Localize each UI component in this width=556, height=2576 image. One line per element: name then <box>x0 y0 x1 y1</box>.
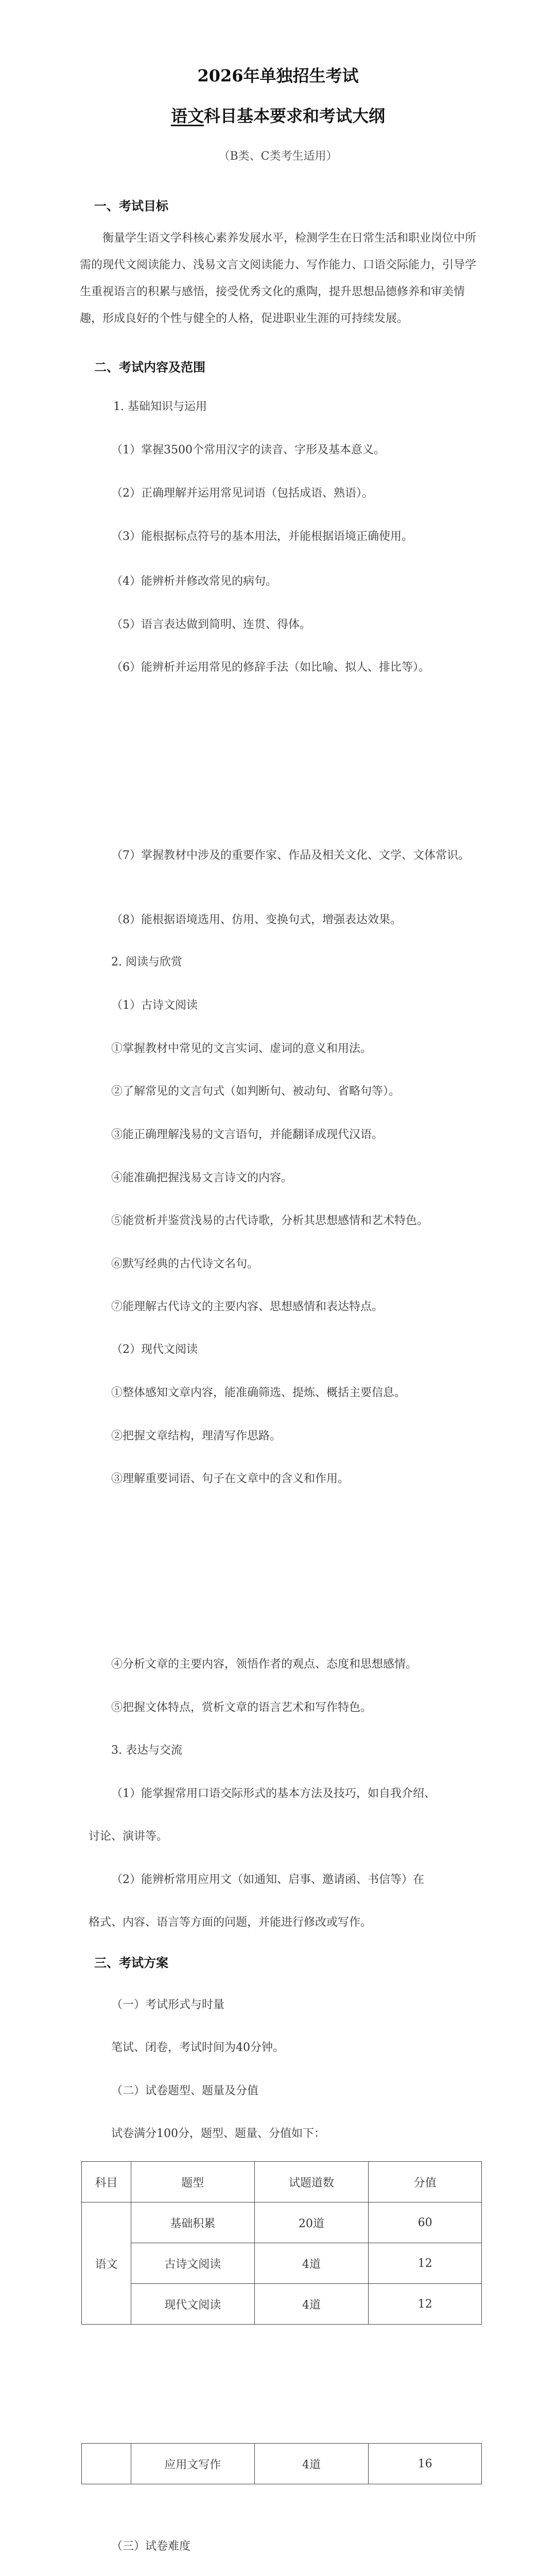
basic-item-4: （4）能辨析并修改常见的病句。 <box>111 575 277 588</box>
modern-item-3: ③理解重要词语、句子在文章中的含义和作用。 <box>111 1472 350 1485</box>
section1-paragraph: 衡量学生语文学科核心素养发展水平，检测学生在日常生活和职业岗位中所需的现代文阅读能力、浅易文言文阅读能力、写作能力、口语交际能力，引导学生重视语言的积累与感悟，接受优秀文化的熏陶，提升思想品德修养和审美情趣，形成良好的个性与健全的人格，促进职业生涯的可持续发展。 <box>80 232 477 325</box>
table-cell: 应用文写作 <box>131 2444 254 2484</box>
table-cell: 基础积累 <box>131 2202 254 2243</box>
expression-item-2-line1: （2）能辨析常用应用文（如通知、启事、邀请函、书信等）在 <box>111 1873 424 1886</box>
section3-heading: 三、考试方案 <box>94 1955 168 1970</box>
expression-item-1-line1: （1）能掌握常用口语交际形式的基本方法及技巧，如自我介绍、 <box>111 1787 436 1800</box>
basic-item-7: （7）掌握教材中涉及的重要作家、作品及相关文化、文学、文体常识。 <box>111 849 470 862</box>
subheading-reading: 2. 阅读与欣赏 <box>111 956 182 969</box>
section1-heading: 一、考试目标 <box>94 198 168 213</box>
modern-item-5: ⑤把握文体特点，赏析文章的语言艺术和写作特色。 <box>111 1701 372 1714</box>
classical-item-4: ④能准确把握浅易文言诗文的内容。 <box>111 1172 293 1184</box>
table-header-cell: 试题道数 <box>254 2162 369 2202</box>
table-cell: 古诗文阅读 <box>131 2243 254 2284</box>
subtitle-subject: 语文 <box>170 106 204 126</box>
applicability-note: （B类、C类考生适用） <box>218 150 338 163</box>
table-cell: 12 <box>369 2243 482 2284</box>
table-cell: 12 <box>369 2284 482 2325</box>
modern-heading: （2）现代文阅读 <box>111 1343 198 1356</box>
classical-item-7: ⑦能理解古代诗文的主要内容、思想感情和表达特点。 <box>111 1300 384 1313</box>
classical-item-3: ③能正确理解浅易的文言语句，并能翻译成现代汉语。 <box>111 1128 384 1141</box>
table-cell: 4道 <box>254 2243 369 2284</box>
part1-text: 笔试、闭卷，考试时间为40分钟。 <box>111 2041 284 2054</box>
table-header-cell: 题型 <box>131 2162 254 2202</box>
table-header-row <box>82 2162 482 2202</box>
table-cell: 16 <box>369 2444 482 2484</box>
basic-item-6: （6）能辨析并运用常见的修辞手法（如比喻、拟人、排比等）。 <box>111 661 430 674</box>
table-row <box>82 2243 482 2284</box>
modern-item-2: ②把握文章结构，理清写作思路。 <box>111 1430 282 1443</box>
modern-item-4: ④分析文章的主要内容，领悟作者的观点、态度和思想感情。 <box>111 1658 418 1671</box>
question-type-table-continued <box>81 2443 482 2484</box>
basic-item-8: （8）能根据语境选用、仿用、变换句式，增强表达效果。 <box>111 913 402 926</box>
expression-item-2-line2: 格式、内容、语言等方面的问题，并能进行修改或写作。 <box>89 1916 372 1929</box>
question-type-table <box>81 2161 482 2325</box>
page-title: 2026年单独招生考试 <box>197 66 359 86</box>
table-row <box>82 2202 482 2243</box>
classical-item-5: ⑤能赏析并鉴赏浅易的古代诗歌，分析其思想感情和艺术特色。 <box>111 1214 429 1227</box>
classical-item-1: ①掌握教材中常见的文言实词、虚词的意义和用法。 <box>111 1042 372 1055</box>
part3-heading: （三）试卷难度 <box>111 2540 191 2553</box>
table-row <box>82 2444 482 2484</box>
classical-item-2: ②了解常见的文言句式（如判断句、被动句、省略句等）。 <box>111 1085 401 1098</box>
table-cell: 20道 <box>254 2202 369 2243</box>
subheading-expression: 3. 表达与交流 <box>111 1744 182 1757</box>
basic-item-1: （1）掌握3500个常用汉字的读音、字形及基本意义。 <box>111 444 385 456</box>
subtitle-rest: 科目基本要求和考试大纲 <box>204 106 386 126</box>
table-cell: 4道 <box>254 2444 369 2484</box>
page-subtitle <box>0 103 556 127</box>
table-cell: 60 <box>369 2202 482 2243</box>
classical-heading: （1）古诗文阅读 <box>111 999 198 1012</box>
basic-item-3: （3）能根据标点符号的基本用法，并能根据语境正确使用。 <box>111 530 413 543</box>
table-cell <box>82 2444 131 2484</box>
table-cell: 现代文阅读 <box>131 2284 254 2325</box>
table-header-cell: 科目 <box>82 2162 131 2202</box>
subheading-basic: 1. 基础知识与运用 <box>113 400 207 413</box>
classical-item-6: ⑥默写经典的古代诗文名句。 <box>111 1258 259 1270</box>
basic-item-5: （5）语言表达做到简明、连贯、得体。 <box>111 618 311 631</box>
basic-item-2: （2）正确理解并运用常见词语（包括成语、熟语）。 <box>111 487 373 500</box>
table-header-cell: 分值 <box>369 2162 482 2202</box>
part2-text: 试卷满分100分，题型、题量、分值如下： <box>111 2127 325 2140</box>
part2-heading: （二）试卷题型、题量及分值 <box>111 2084 259 2097</box>
table-cell: 4道 <box>254 2284 369 2325</box>
expression-item-1-line2: 讨论、演讲等。 <box>89 1830 168 1843</box>
section2-heading: 二、考试内容及范围 <box>94 360 205 375</box>
table-row <box>82 2284 482 2325</box>
modern-item-1: ①整体感知文章内容，能准确筛选、提炼、概括主要信息。 <box>111 1386 406 1399</box>
part1-heading: （一）考试形式与时量 <box>111 1998 225 2011</box>
table-subject-cell: 语文 <box>82 2202 131 2325</box>
